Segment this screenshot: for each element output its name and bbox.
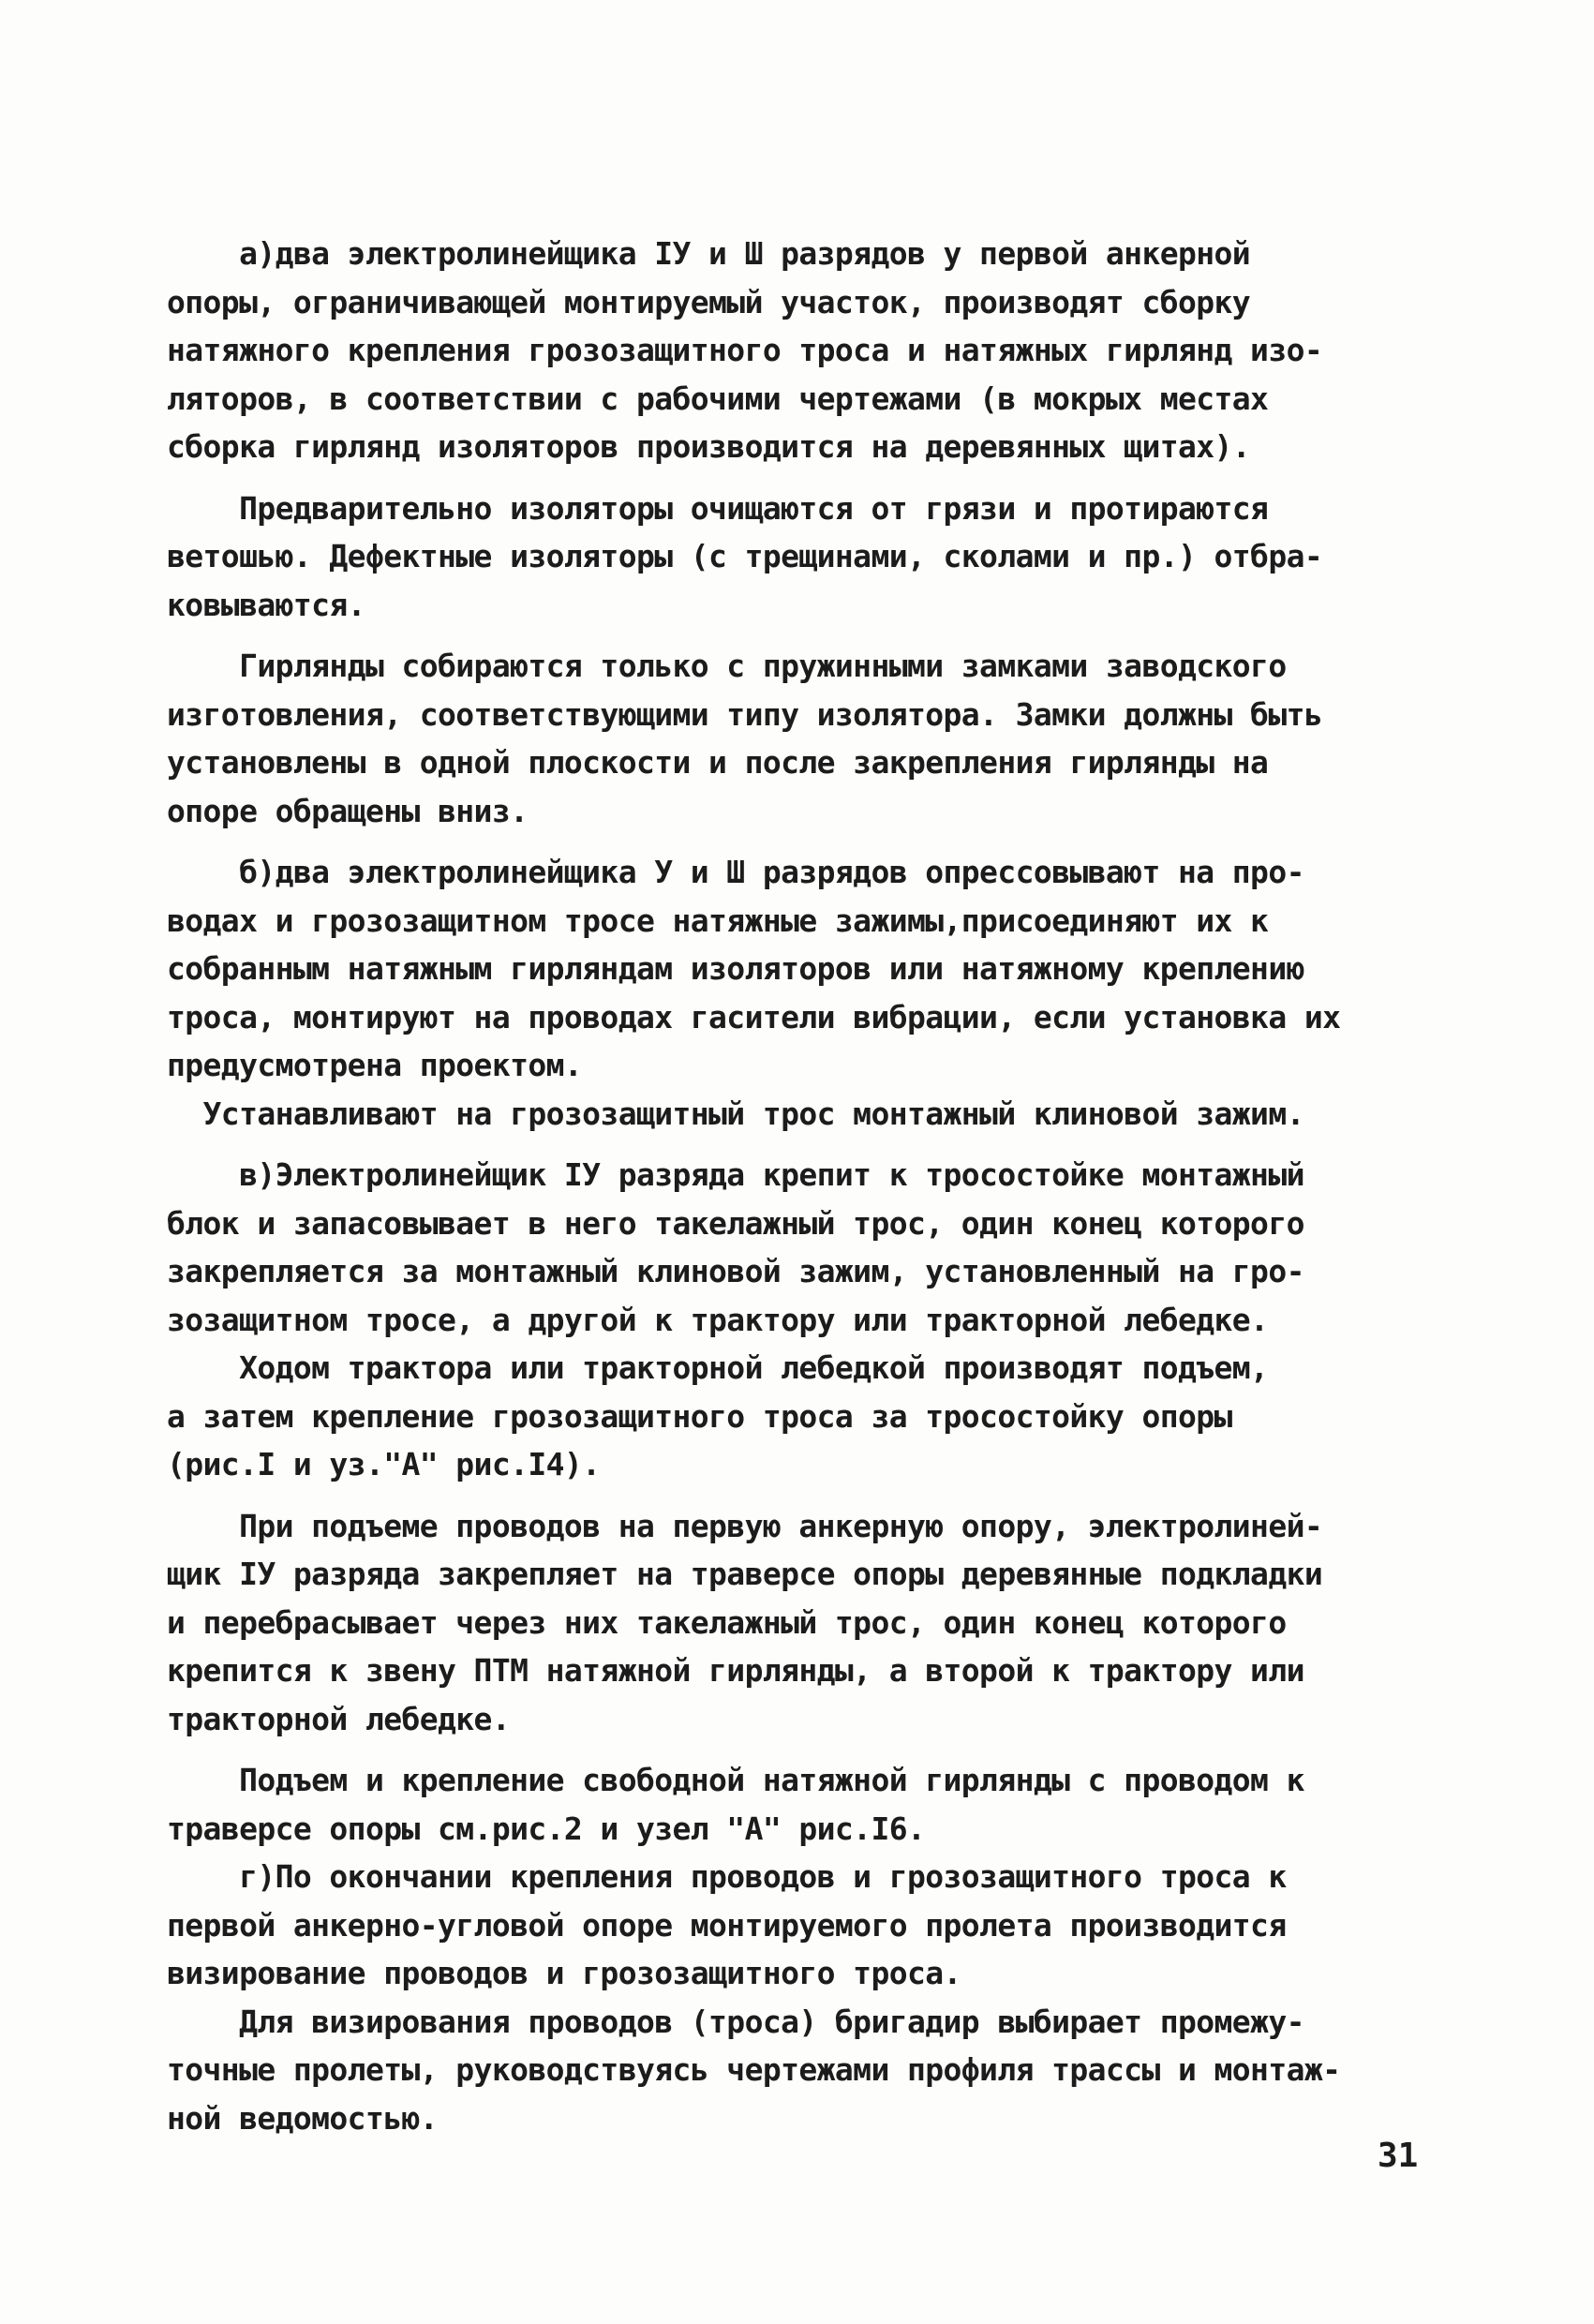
text-line: щик IУ разряда закрепляет на траверсе опоры деревянные подкладки (167, 1556, 1323, 1592)
text-line: предусмотрена проектом. (167, 1047, 583, 1083)
text-line: При подъеме проводов на первую анкерную опору, электролиней- (167, 1507, 1323, 1544)
text-line: собранным натяжным гирляндам изоляторов или натяжному креплению (167, 950, 1304, 987)
text-line: визирование проводов и грозозащитного троса. (167, 1955, 961, 1991)
paragraph (167, 484, 1432, 630)
text-line: ветошью. Дефектные изоляторы (с трещинами, сколами и пр.) отбра- (167, 538, 1323, 574)
text-line: закрепляется за монтажный клиновой зажим, установленный на гро- (167, 1253, 1304, 1289)
text-line: водах и грозозащитном тросе натяжные зажимы,присоединяют их к (167, 901, 1269, 939)
text-line: а затем крепление грозозащитного троса за тросостойку опоры (167, 1397, 1232, 1435)
paragraph (167, 230, 1432, 471)
text-line: изготовления, соответствующими типу изолятора. Замки должны быть (167, 695, 1323, 733)
text-line: ной ведомостью. (167, 2099, 439, 2137)
text-line: Подъем и крепление свободной натяжной гирлянды с проводом к (167, 1762, 1304, 1798)
text-line: опоры, ограничивающей монтируемый участок, производят сборку (167, 283, 1251, 320)
text-line: сборка гирлянд изоляторов производится на деревянных щитах). (167, 428, 1251, 465)
text-line: блок и запасовывает в него такелажный трос, один конец которого (167, 1204, 1304, 1242)
text-line: в)Электролинейщик IУ разряда крепит к тросостойке монтажный (167, 1156, 1304, 1193)
text-line: точные пролеты, руководствуясь чертежами профиля трассы и монтаж- (167, 2051, 1341, 2088)
text-line: опоре обращены вниз. (167, 792, 529, 829)
paragraph (167, 848, 1432, 1138)
text-line: Гирлянды собираются только с пружинными замками заводского (167, 648, 1287, 684)
text-line: ковываются. (167, 586, 365, 623)
text-line: тракторной лебедке. (167, 1700, 511, 1737)
paragraph (167, 1756, 1432, 2142)
text-line: б)два электролинейщика У и Ш разрядов опрессовывают на про- (167, 854, 1304, 890)
text-line: зозащитном тросе, а другой к трактору или тракторной лебедке. (167, 1301, 1269, 1338)
text-line: и перебрасывает через них такелажный трос, один конец которого (167, 1603, 1287, 1641)
text-line: Для визирования проводов (троса) бригадир выбирает промежу- (167, 2003, 1304, 2040)
paragraph (167, 1502, 1432, 1744)
paragraph (167, 642, 1432, 835)
text-line: Устанавливают на грозозащитный трос монтажный клиновой зажим. (167, 1095, 1304, 1132)
text-line: (рис.I и уз."А" рис.I4). (167, 1446, 601, 1482)
body-text (167, 230, 1432, 2155)
text-line: троса, монтируют на проводах гасители вибрации, если установка их (167, 998, 1341, 1035)
page-number: 31 (1378, 2137, 1419, 2175)
text-line: натяжного крепления грозозащитного троса и натяжных гирлянд изо- (167, 332, 1323, 368)
text-line: Ходом трактора или тракторной лебедкой производят подъем, (167, 1349, 1269, 1386)
text-line: первой анкерно-угловой опоре монтируемого пролета производится (167, 1906, 1287, 1944)
text-line: траверсе опоры см.рис.2 и узел "А" рис.I6. (167, 1810, 926, 1847)
paragraph (167, 1151, 1432, 1489)
text-line: ляторов, в соответствии с рабочими чертежами (в мокрых местах (167, 380, 1269, 417)
text-line: а)два электролинейщика IУ и Ш разрядов у первой анкерной (167, 235, 1251, 272)
text-line: г)По окончании крепления проводов и грозозащитного троса к (167, 1858, 1287, 1895)
text-line: Предварительно изоляторы очищаются от грязи и протираются (167, 489, 1269, 527)
text-line: крепится к звену ПТМ натяжной гирлянды, а второй к трактору или (167, 1652, 1304, 1689)
text-line: установлены в одной плоскости и после закрепления гирлянды на (167, 744, 1269, 781)
